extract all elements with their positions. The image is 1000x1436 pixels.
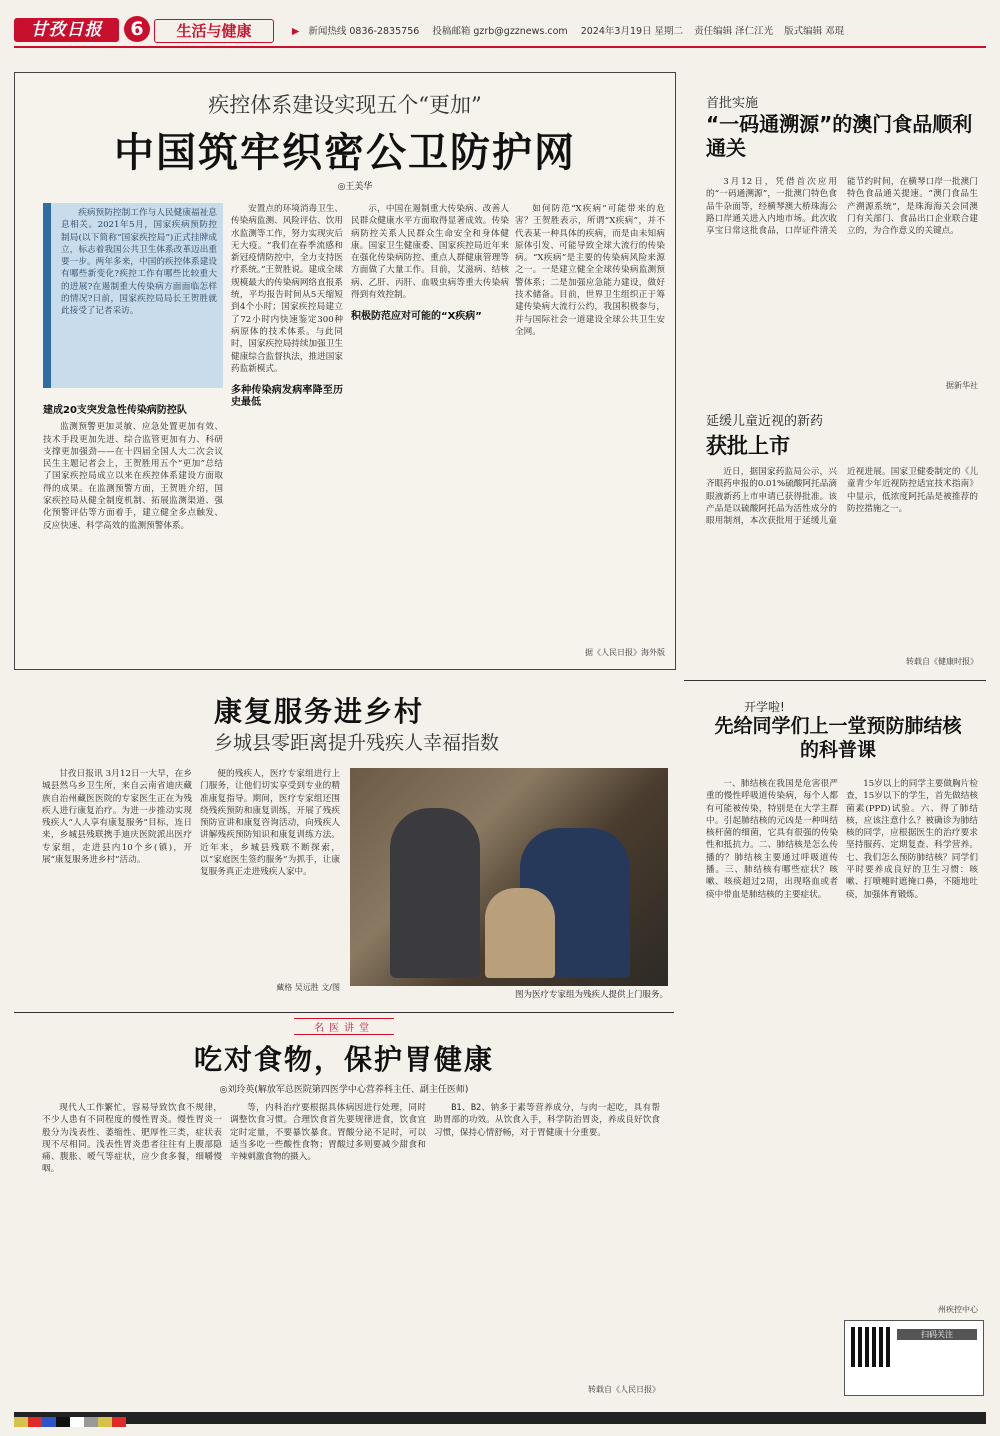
- qr-code-icon[interactable]: [851, 1327, 891, 1367]
- lead-credit: 据《人民日报》海外版: [585, 648, 665, 657]
- tb-story: [684, 690, 986, 1400]
- person-shape: [485, 888, 555, 978]
- rehab-caption: 图为医疗专家组为残疾人提供上门服务。: [514, 990, 668, 1000]
- lead-sub3: 积极防范应对可能的“X疾病”: [351, 311, 482, 323]
- lead-col3: [351, 203, 509, 661]
- rehab-col2-text: 便的残疾人，医疗专家组进行上门服务，让他们切实享受到专业的精准康复指导。期间，医疗专家组还围绕残疾预防和康复训练，开展了残疾预防宣讲和康复咨询活动，向残疾人讲解残疾预防知识和康复训练方法。近年来，乡城县残联不断探索，以“家庭医生签约服务”为抓手，让康复服务真正走进残疾人家中。: [200, 769, 340, 878]
- rehab-headline: 康复服务进乡村: [214, 695, 425, 728]
- lead-col4: [515, 203, 665, 643]
- lead-col2: [231, 203, 343, 661]
- gut-col3: [434, 1102, 660, 1372]
- tb-credit: 州疾控中心: [938, 1305, 978, 1314]
- myopia-credit: 转载自《健康时报》: [906, 657, 978, 666]
- tb-col2: [846, 778, 978, 1298]
- tb-kicker: 开学啦!: [744, 700, 785, 714]
- gut-col2-text: 等，内科治疗要根据具体病因进行处理，同时调整饮食习惯。合理饮食首先要规律进食，饮食宜定时定量，不要暴饮暴食。胃酸分泌不足时，可以适当多吃一些酸性食物；胃酸过多则要减少甜食和辛辣刺激食物的摄入。: [230, 1103, 426, 1163]
- rehab-photo: [350, 768, 668, 986]
- myopia-kicker: 延缓儿童近视的新药: [706, 414, 824, 429]
- lead-sub2: 多种传染病发病率降至历史最低: [231, 385, 343, 409]
- tb-headline: 先给同学们上一堂预防肺结核的科普课: [714, 715, 962, 761]
- lead-col4-text: 如何防范“X疾病”可能带来的危害？王贺胜表示，所谓“X疾病”，并不代表某一种具体的疾病，而是由未知病原体引发、可能导致全球大流行的传染病。“X疾病”是主要的传染病风险来源之一。一是建立健全全球传染病监测预警体系；二是加强应急能力建设，做好技术储备。目前，世界卫生组织正于筹建传染病大流行公约，我国积极参与，并与国际社会一道建设全球公共卫生安全网。: [515, 204, 665, 337]
- rehab-credit: 藏格 吴远胜 文/图: [276, 983, 340, 992]
- food-kicker: 首批实施: [706, 96, 759, 111]
- gut-story: [14, 1018, 674, 1400]
- rehab-col1-text: 甘孜日报讯 3月12日一大早，在乡城县然乌乡卫生所，来自云南省迪庆藏族自治州藏医医院的专家医生正在为残疾人进行康复治疗。为进一步推动实现残疾人“人人享有康复服务”目标，连日来，乡城县残联携手迪庆医院派出医疗专家组，走进县内10个乡(镇)，开展“康复服务进乡村”活动。: [42, 769, 192, 866]
- lead-col2-text: 安置点的环境消毒卫生、传染病监测、风险评估、饮用水监测等工作，努力实现灾后无大疫。“我们在春季流感和新冠疫情防控中，全力支持医疗系统。”王贺胜说。建成全球规模最大的传染病网络直报系统，平均报告时间从5天缩短到4个小时；国家疾控局建立了72小时内快速鉴定300种病原体的技术体系。与此同时，国家疾控局持续加强卫生健康综合监督执法，推进国家药监新模式。: [231, 204, 343, 374]
- person-shape: [390, 808, 480, 978]
- gut-byline: ◎刘玲英(解放军总医院第四医学中心营养科主任、副主任医师): [219, 1085, 469, 1095]
- lead-sub1: 建成20支突发急性传染病防控队: [43, 405, 187, 416]
- food-story: [684, 72, 986, 402]
- arrow-right-icon: ▶: [292, 26, 300, 37]
- lead-story: [14, 72, 676, 670]
- layout-editor: 版式编辑 邓琨: [784, 26, 845, 37]
- paper-name: 甘孜日报: [30, 20, 103, 40]
- lead-col1: [43, 401, 223, 661]
- editor: 责任编辑 泽仁江光: [694, 26, 774, 37]
- gut-tag: 名医讲堂: [294, 1018, 394, 1035]
- rehab-subhead: 乡城县零距离提升残疾人幸福指数: [214, 732, 500, 754]
- lead-byline: ◎王美华: [337, 182, 373, 192]
- rehab-col2: [200, 768, 340, 980]
- email: 投稿邮箱 gzrb@gzznews.com: [432, 26, 568, 37]
- tb-col1: [706, 778, 838, 1378]
- lead-intro: 疾病预防控制工作与人民健康福祉息息相关。2021年5月，国家疾病预防控制局(以下简称“国家疾控局”)正式挂牌成立，标志着我国公共卫生体系改革迈出重要一步。两年多来，中国的疾控体系建设有哪些新变化?疾控工作有哪些比较重大的进展?在遏制重大传染病方面面临怎样的情况?日前，国家疾控局局长王贺胜就此接受了记者采访。: [61, 208, 217, 317]
- hotline: 新闻热线 0836-2835756: [308, 26, 420, 37]
- masthead: [0, 0, 1000, 48]
- myopia-text: [706, 466, 978, 656]
- section-label-box: [154, 19, 274, 43]
- divider-right-mid: [684, 680, 986, 681]
- page-number-badge: [124, 16, 150, 42]
- tb-col2-text: 15岁以上的同学主要做胸片检查，15岁以下的学生，首先做结核菌素(PPD)试验。六、得了肺结核，应该注意什么？被确诊为肺结核的同学，应根据医生的治疗要求坚持服药、定期复查、科学营养。七、我们怎么预防肺结核？同学们平时要养成良好的卫生习惯：咳嗽、打喷嚏时遮掩口鼻，不随地吐痰，加强体育锻炼。: [846, 779, 978, 900]
- lead-col1-text: 监测预警更加灵敏、应急处置更加有效、技术手段更加先进、综合监管更加有力、科研支撑更加强劲——在十四届全国人大二次会议民生主题记者会上，王贺胜用五个“更加”总结了国家疾控局成立以来在疾控体系建设方面取得的成果。在监测预警方面，王贺胜介绍，国家疾控局从健全制度机制、拓展监测渠道、强化预警评估等方面着手，建立健全多点触发、反应快速、科学高效的监测预警体系。: [43, 422, 223, 531]
- myopia-story: [684, 408, 986, 670]
- masthead-info: [292, 23, 992, 37]
- gut-headline: 吃对食物，保护胃健康: [193, 1043, 494, 1076]
- rehab-col1: [42, 768, 192, 998]
- food-text-body: 3月12日，凭借首次应用的“一码通溯源”，一批澳门特色食品牛杂面等，经横琴澳大桥珠海公路口岸通关进入内地市场。此次收享宝日常这批食品，口岸证件清关能节约时间，在横琴口岸一批澳门特色食品通关提速。“澳门食品生产溯源系统”，是珠海海关会同澳门有关部门、食品出口企业联合建立的，为合作意义的关键点。: [706, 177, 978, 237]
- page-number: 6: [130, 18, 144, 40]
- myopia-text-body: 近日，据国家药监局公示，兴齐眼药申报的0.01%硫酸阿托品滴眼液新药上市申请已获得批准。该产品是以硫酸阿托品为活性成分的眼用制剂，本次获批用于延缓儿童近视进展。国家卫健委制定的《儿童青少年近视防控适宜技术指南》中显示，低浓度阿托品是被推荐的防控措施之一。: [706, 467, 978, 527]
- paper-logo: [14, 18, 119, 42]
- masthead-rule: [14, 46, 986, 48]
- tb-footer-label: 扫码关注: [897, 1329, 977, 1340]
- food-credit: 据新华社: [946, 381, 978, 390]
- food-headline: “一码通溯源”的澳门食品顺利通关: [706, 112, 973, 160]
- lead-col3-text: 示，中国在遏制重大传染病、改善人民群众健康水平方面取得显著成效。传染病防控关系人民群众生命安全和身体健康。国家卫生健康委、国家疾控局近年来在强化传染病防控、重点人群健康管理等方面做了大量工作。目前，艾滋病、结核病、乙肝、丙肝、血吸虫病等重大传染病得到有效控制。: [351, 204, 509, 301]
- gut-col2: [230, 1102, 426, 1392]
- gut-col3-text: B1、B2、钠多于素等营养成分，与肉一起吃，具有帮助胃部的功效。从饮食入手，科学防治胃炎，养成良好饮食习惯，保持心情舒畅，对于胃健康十分重要。: [434, 1103, 660, 1138]
- print-color-bar: [14, 1412, 986, 1424]
- gut-credit: 转载自《人民日报》: [588, 1385, 660, 1394]
- divider-left-mid: [14, 1012, 674, 1013]
- tb-qr-box: [844, 1320, 984, 1396]
- date: 2024年3月19日 星期二: [580, 26, 684, 37]
- lead-headline: 中国筑牢织密公卫防护网: [114, 130, 576, 176]
- gut-col1-text: 现代人工作繁忙，容易导致饮食不规律，不少人患有不同程度的慢性胃炎。慢性胃炎一般分为浅表性、萎缩性、肥厚性三类，症状表现不尽相同。浅表性胃炎患者往往有上腹部隐痛、腹胀、嗳气等症状，应少食多餐，细嚼慢咽。: [42, 1103, 222, 1175]
- myopia-headline: 获批上市: [706, 434, 790, 458]
- gut-col1: [42, 1102, 222, 1392]
- lead-kicker: 疾控体系建设实现五个“更加”: [208, 93, 482, 117]
- section-label: 生活与健康: [176, 22, 252, 40]
- tb-col1-text: 一、肺结核在我国是危害很严重的慢性呼吸道传染病，每个人都有可能被传染，特别是在大学主群中。引起肺结核的元凶是一种叫结核杆菌的细菌，它具有很强的传染性和抵抗力。二、肺结核是怎么传播的？肺结核主要通过呼吸道传播。三、肺结核有哪些症状？咳嗽、咳痰超过2周，出现咯血或者痰中带血是肺结核的主要症状。: [706, 779, 838, 900]
- rehab-story: [14, 680, 674, 1010]
- lead-intro-box: [43, 203, 223, 388]
- food-text: [706, 176, 978, 376]
